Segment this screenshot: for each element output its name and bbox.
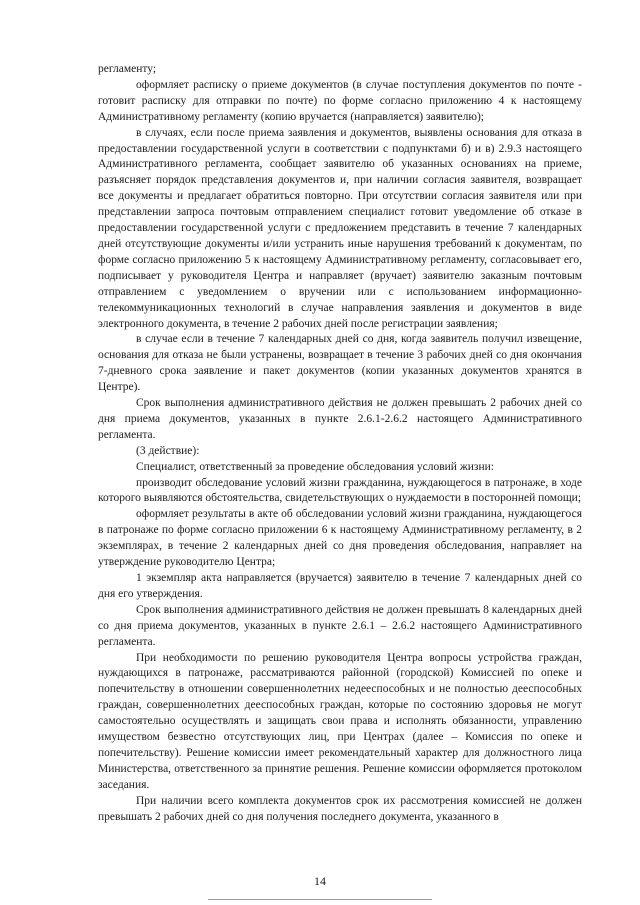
bottom-divider — [208, 899, 432, 900]
paragraph: в случае если в течение 7 календарных дней со дня, когда заявитель получил извещение, основания для отказа не были устранены, возвращает в течение 3 рабочих дней со дня окончания 7-дневного срока заявление и пакет документов (копии указанных документов хранятся в Центре). — [98, 333, 582, 394]
paragraph: оформляет результаты в акте об обследовании условий жизни гражданина, нуждающегося в патронаже по форме согласно приложении 6 к настоящему Административному регламенту, в 2 экземплярах, в течение 2 календарных дней со дня проведения обследования, направляет на утверждение руководителю Центра; — [98, 508, 582, 569]
paragraph: производит обследование условий жизни гражданина, нуждающегося в патронаже, в ходе которого выявляются обстоятельства, свидетельствующих о нуждаемости в посторонней помощи; — [98, 476, 582, 505]
paragraph: регламенту; — [98, 63, 157, 75]
page-number: 14 — [314, 874, 326, 888]
paragraph: (3 действие): — [136, 444, 200, 457]
paragraph: оформляет расписку о приеме документов (в случае поступления документов по почте - готовит расписку для отправки по почте) по форме согласно приложению 4 к настоящему Административному регламенту (копию вручается (направляется) заявителю); — [98, 78, 582, 123]
document-body — [98, 62, 582, 826]
paragraph: При наличии всего комплекта документов срок их рассмотрения комиссией не должен превышать 2 рабочих дней со дня получения последнего документа, указанного в — [98, 794, 582, 823]
paragraph: Специалист, ответственный за проведение обследования условий жизни: — [136, 460, 494, 473]
paragraph: Срок выполнения административного действия не должен превышать 2 рабочих дней со дня приема документов, указанных в пункте 2.6.1-2.6.2 настоящего Административного регламента. — [98, 397, 582, 441]
paragraph: в случаях, если после приема заявления и документов, выявлены основания для отказа в предоставлении государственной услуги в соответствии с подпунктами б) и в) 2.9.3 настоящего Административного регламента, сообщает заявителю об указанных основаниях на приеме, разъясняет порядок представления документов и, при наличии согласия заявителя, возвращает все документы и предлагает обратиться повторно. При отсутствии согласия заявителя или при представлении запроса почтовым отправлением специалист готовит уведомление об отказе в предоставлении государственной услуги с предложением представить в течение 7 календарных дней отсутствующие документы и/или устранить иные нарушения требований к документам, по форме согласно приложению 5 к настоящему Административному регламенту, согласовывает его, подписывает у руководителя Центра и направляет (вручает) заявителю заказным почтовым отправлением с уведомлением о вручении или с использованием информационно-телекоммуникационных технологий в случае направления заявления и документов в виде электронного документа, в течение 2 рабочих дней после регистрации заявления; — [98, 126, 582, 330]
paragraph: Срок выполнения административного действия не должен превышать 8 календарных дней со дня приема документов, указанных в пункте 2.6.1 – 2.6.2 настоящего Административного регламента. — [98, 603, 582, 648]
paragraph: 1 экземпляр акта направляется (вручается) заявителю в течение 7 календарных дней со дня его утверждения. — [98, 572, 582, 600]
paragraph: При необходимости по решению руководителя Центра вопросы устройства граждан, нуждающихся в патронаже, рассматриваются районной (городской) Комиссией по опеке и попечительству в отношении совершеннолетних недееспособных и не полностью дееспособных граждан, совершеннолетних дееспособных граждан, которые по состоянию здоровья не могут самостоятельно осуществлять и защищать свои права и исполнять обязанности, управлению имуществом безвестно отсутствующих лиц, при Центрах (далее – Комиссия по опеке и попечительству). Решение комиссии имеет рекомендательный характер для должностного лица Министерства, ответственного за принятие решения. Решение комиссии оформляется протоколом заседания. — [98, 651, 582, 791]
